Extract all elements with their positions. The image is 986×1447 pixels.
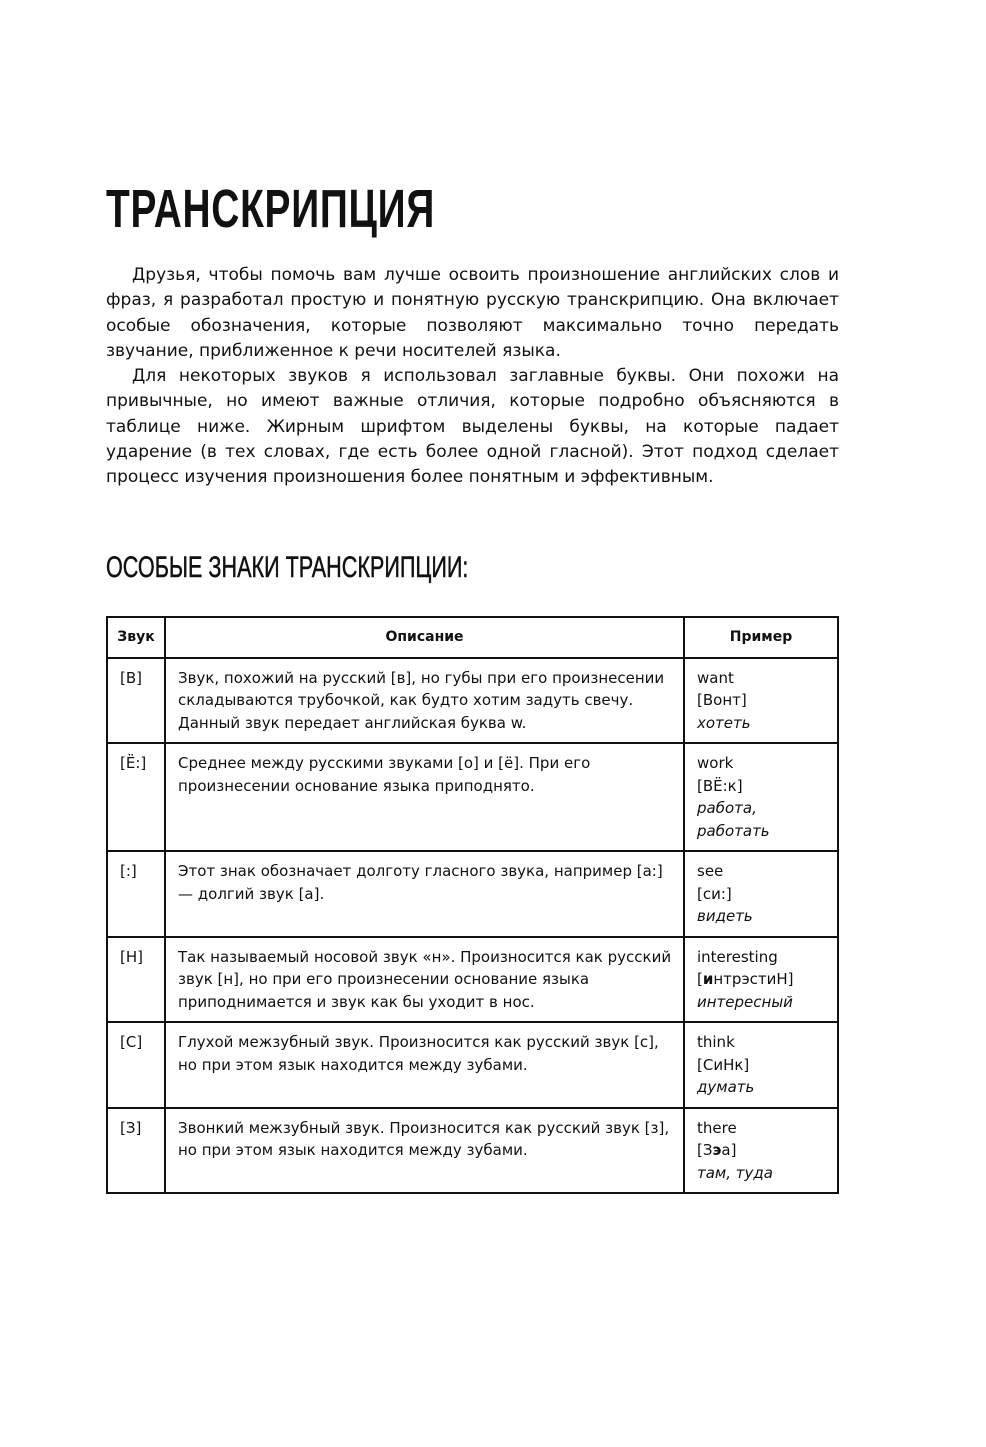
table-row <box>107 851 838 937</box>
example-transcription <box>697 883 827 906</box>
paragraph: Друзья, чтобы помочь вам лучше освоить произношение английских слов и фраз, я разработал простую и понятную русскую транскрипцию. Она включает особые обозначения, которые позволяют максимально точно передать звучание, приближенное к речи носителей языка. <box>106 265 839 361</box>
example-meaning <box>697 1076 827 1099</box>
example-meaning <box>697 905 827 928</box>
meaning-text: хотеть <box>697 713 751 732</box>
transcription-part: нтрэстиН] <box>713 970 794 988</box>
header-example: Пример <box>684 617 838 658</box>
stressed-letter: э <box>712 1141 722 1159</box>
example-word: want <box>697 668 734 687</box>
example-transcription <box>697 1139 827 1162</box>
transcription-part: а] <box>721 1141 737 1159</box>
description-cell: Этот знак обозначает долготу гласного звука, например [а:] — долгий звук [а]. <box>165 851 684 937</box>
description-cell: Среднее между русскими звуками [о] и [ё]. При его произнесении основание языка приподнято. <box>165 743 684 851</box>
intro-text <box>106 263 839 491</box>
meaning-text: видеть <box>697 907 753 925</box>
sound-cell: [Н] <box>107 937 165 1023</box>
example-transcription <box>697 1054 827 1077</box>
example-transcription <box>697 689 827 712</box>
table-header <box>107 617 838 658</box>
transcription-part: [Вонт] <box>697 691 747 709</box>
example-meaning <box>697 1162 827 1185</box>
example-word: see <box>697 862 724 880</box>
example-cell <box>684 658 838 744</box>
sound-cell: [З] <box>107 1108 165 1194</box>
example-cell <box>684 743 838 851</box>
meaning-text: думать <box>697 1078 755 1096</box>
table-row <box>107 937 838 1023</box>
example-meaning <box>697 712 827 735</box>
transcription-part: [ <box>697 970 703 988</box>
stressed-letter: и <box>702 970 714 988</box>
section-title: ОСОБЫЕ ЗНАКИ ТРАНСКРИПЦИИ: <box>106 551 469 584</box>
meaning-text: интересный <box>697 992 793 1011</box>
page-title: ТРАНСКРИПЦИЯ <box>106 179 435 239</box>
sound-cell: [В] <box>107 658 165 744</box>
example-word: there <box>697 1118 737 1137</box>
description-cell: Так называемый носовой звук «н». Произносится как русский звук [н], но при его произнесении основание языка приподнимается и звук как бы уходит в нос. <box>165 937 684 1023</box>
example-meaning <box>697 991 827 1014</box>
transcription-part: [ВЁ:к] <box>697 776 743 795</box>
table-row <box>107 1108 838 1194</box>
header-sound: Звук <box>107 617 165 658</box>
example-meaning <box>697 797 827 842</box>
example-cell <box>684 1108 838 1194</box>
description-cell: Звук, похожий на русский [в], но губы при его произнесении складываются трубочкой, как будто хотим задуть свечу. Данный звук передает английская буква w. <box>165 658 684 744</box>
example-cell <box>684 1022 838 1108</box>
table-row <box>107 658 838 744</box>
meaning-text: работа, работать <box>697 799 770 840</box>
transcription-part: [си:] <box>697 884 732 903</box>
sound-cell: [Ё:] <box>107 743 165 851</box>
example-transcription <box>697 968 827 991</box>
table-row <box>107 1022 838 1108</box>
sound-cell: [С] <box>107 1022 165 1108</box>
table-row <box>107 743 838 851</box>
transcription-part: [З <box>697 1141 713 1159</box>
example-cell <box>684 851 838 937</box>
transcription-part: [СиНк] <box>697 1055 750 1074</box>
example-transcription <box>697 775 827 798</box>
transcription-table <box>106 616 839 1194</box>
paragraph: Для некоторых звуков я использовал заглавные буквы. Они похожи на привычные, но имеют важные отличия, которые подробно объясняются в таблице ниже. Жирным шрифтом выделены буквы, на которые падает ударение (в тех словах, где есть более одной гласной). Этот подход сделает процесс изучения произношения более понятным и эффективным. <box>106 366 839 488</box>
description-cell: Звонкий межзубный звук. Произносится как русский звук [з], но при этом язык находится между зубами. <box>165 1108 684 1194</box>
example-word: think <box>697 1033 735 1051</box>
example-word: work <box>697 754 734 772</box>
example-word: interesting <box>697 947 778 966</box>
header-description: Описание <box>165 617 684 658</box>
description-cell: Глухой межзубный звук. Произносится как русский звук [с], но при этом язык находится между зубами. <box>165 1022 684 1108</box>
sound-cell: [:] <box>107 851 165 937</box>
meaning-text: там, туда <box>697 1163 773 1182</box>
example-cell <box>684 937 838 1023</box>
